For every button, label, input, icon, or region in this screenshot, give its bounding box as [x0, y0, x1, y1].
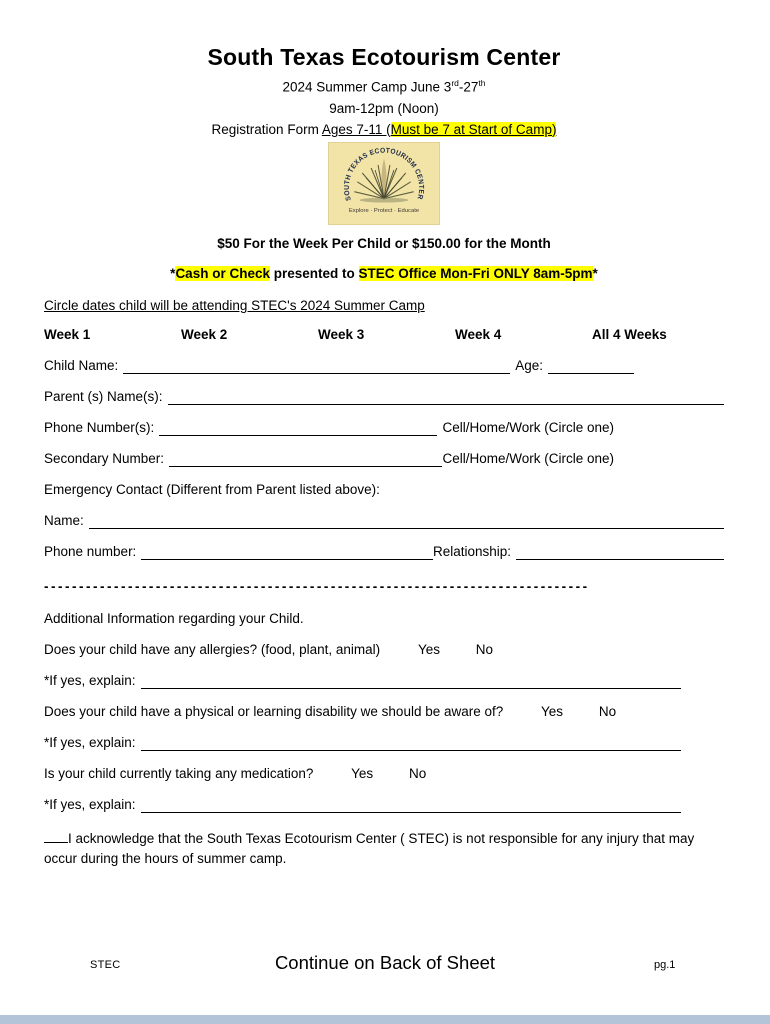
- camp-date-sup-th: th: [478, 78, 486, 88]
- parent-name-field[interactable]: [168, 390, 724, 405]
- logo-container: [44, 142, 724, 225]
- emergency-name-label: Name:: [44, 512, 84, 528]
- logo-tagline: Explore · Protect · Educate: [348, 207, 420, 214]
- week-1-option[interactable]: Week 1: [44, 326, 91, 342]
- payment-method-highlight: Cash or Check: [175, 265, 270, 281]
- stec-logo: [328, 142, 440, 225]
- payment-star-close: *: [592, 265, 598, 281]
- all-4-weeks-option[interactable]: All 4 Weeks: [592, 326, 667, 342]
- parent-name-row: [44, 389, 724, 405]
- footer-stec-label: STEC: [90, 959, 121, 971]
- page-number: pg.1: [654, 959, 676, 971]
- payment-instructions: [44, 264, 724, 283]
- secondary-number-row: [44, 451, 614, 467]
- medication-explain-field[interactable]: [141, 798, 681, 813]
- disability-question-row: [44, 704, 724, 720]
- additional-info-heading: Additional Information regarding your Child.: [44, 610, 304, 626]
- week-options-row: [44, 327, 724, 343]
- page-footer: [0, 952, 770, 982]
- child-name-field[interactable]: [123, 359, 510, 374]
- age-field[interactable]: [548, 359, 634, 374]
- emergency-phone-row: [44, 544, 724, 560]
- allergies-question: Does your child have any allergies? (food, plant, animal): [44, 641, 381, 657]
- age-label: Age:: [515, 357, 543, 373]
- medication-yes-option[interactable]: Yes: [351, 765, 374, 781]
- payment-middle-text: presented to: [269, 265, 359, 281]
- phone-number-label: Phone Number(s):: [44, 419, 155, 435]
- week-2-option[interactable]: Week 2: [181, 326, 228, 342]
- payment-star-open: *: [170, 265, 176, 281]
- allergies-question-row: [44, 642, 724, 658]
- secondary-number-label: Secondary Number:: [44, 450, 165, 466]
- allergies-explain-label: *If yes, explain:: [44, 672, 136, 688]
- camp-date-mid: -27: [458, 79, 479, 95]
- dashed-separator: ------------------------------------------------------------------------------: [44, 578, 590, 594]
- phone-number-row: [44, 420, 614, 436]
- payment-office-hours-highlight: STEC Office Mon-Fri ONLY 8am-5pm: [358, 265, 593, 281]
- allergies-explain-field[interactable]: [141, 674, 681, 689]
- camp-date-prefix: 2024 Summer Camp June 3: [282, 79, 452, 95]
- logo-arc-text: SOUTH TEXAS ECOTOURISM CENTER: [342, 146, 426, 202]
- circle-dates-text: Circle dates child will be attending STEC's 2024 Summer Camp: [44, 297, 425, 313]
- week-4-option[interactable]: Week 4: [455, 326, 502, 342]
- registration-age-requirement: Must be 7 at Start of Camp): [390, 121, 557, 137]
- allergies-no-option[interactable]: No: [475, 641, 494, 657]
- medication-no-option[interactable]: No: [408, 765, 427, 781]
- acknowledgement-text: I acknowledge that the South Texas Ecotourism Center ( STEC) is not responsible for any injury that may occur during the hours of summer camp.: [44, 830, 695, 866]
- emergency-name-field[interactable]: [89, 514, 724, 529]
- camp-time-line: 9am-12pm (Noon): [329, 100, 439, 116]
- circle-dates-instruction: [44, 298, 724, 314]
- camp-date-line: [44, 75, 724, 96]
- pricing-line: $50 For the Week Per Child or $150.00 for the Month: [217, 235, 551, 251]
- disability-question: Does your child have a physical or learning disability we should be aware of?: [44, 703, 504, 719]
- emergency-phone-field[interactable]: [141, 545, 433, 560]
- secondary-type-circle-one[interactable]: Cell/Home/Work (Circle one): [442, 450, 614, 466]
- allergies-yes-option[interactable]: Yes: [417, 641, 440, 657]
- acknowledgement-paragraph: [44, 829, 724, 869]
- acknowledgement-initials-field[interactable]: [44, 831, 68, 843]
- medication-question-row: [44, 766, 724, 782]
- camp-date-sup-rd: rd: [451, 78, 459, 88]
- disability-no-option[interactable]: No: [598, 703, 617, 719]
- registration-prefix: Registration Form: [211, 121, 322, 137]
- relationship-label: Relationship:: [432, 543, 511, 559]
- emergency-phone-label: Phone number:: [44, 543, 137, 559]
- emergency-contact-heading: Emergency Contact (Different from Parent listed above):: [44, 481, 380, 497]
- disability-explain-label: *If yes, explain:: [44, 734, 136, 750]
- week-3-option[interactable]: Week 3: [318, 326, 365, 342]
- medication-explain-row: [44, 797, 681, 813]
- relationship-field[interactable]: [516, 545, 724, 560]
- child-name-label: Child Name:: [44, 357, 119, 373]
- registration-ages: Ages 7-11 (: [321, 121, 391, 137]
- allergies-explain-row: [44, 673, 681, 689]
- medication-explain-label: *If yes, explain:: [44, 796, 136, 812]
- phone-number-field[interactable]: [159, 421, 437, 436]
- secondary-number-field[interactable]: [169, 452, 442, 467]
- emergency-name-row: [44, 513, 724, 529]
- medication-question: Is your child currently taking any medication?: [44, 765, 314, 781]
- disability-explain-field[interactable]: [141, 736, 681, 751]
- page-title: South Texas Ecotourism Center: [207, 44, 561, 70]
- child-name-row: [44, 358, 634, 374]
- registration-line: [44, 121, 724, 138]
- continue-on-back-note: Continue on Back of Sheet: [274, 952, 496, 973]
- parent-name-label: Parent (s) Name(s):: [44, 388, 163, 404]
- disability-yes-option[interactable]: Yes: [541, 703, 564, 719]
- disability-explain-row: [44, 735, 681, 751]
- phone-type-circle-one[interactable]: Cell/Home/Work (Circle one): [442, 419, 614, 435]
- bottom-edge-bar: [0, 1015, 770, 1024]
